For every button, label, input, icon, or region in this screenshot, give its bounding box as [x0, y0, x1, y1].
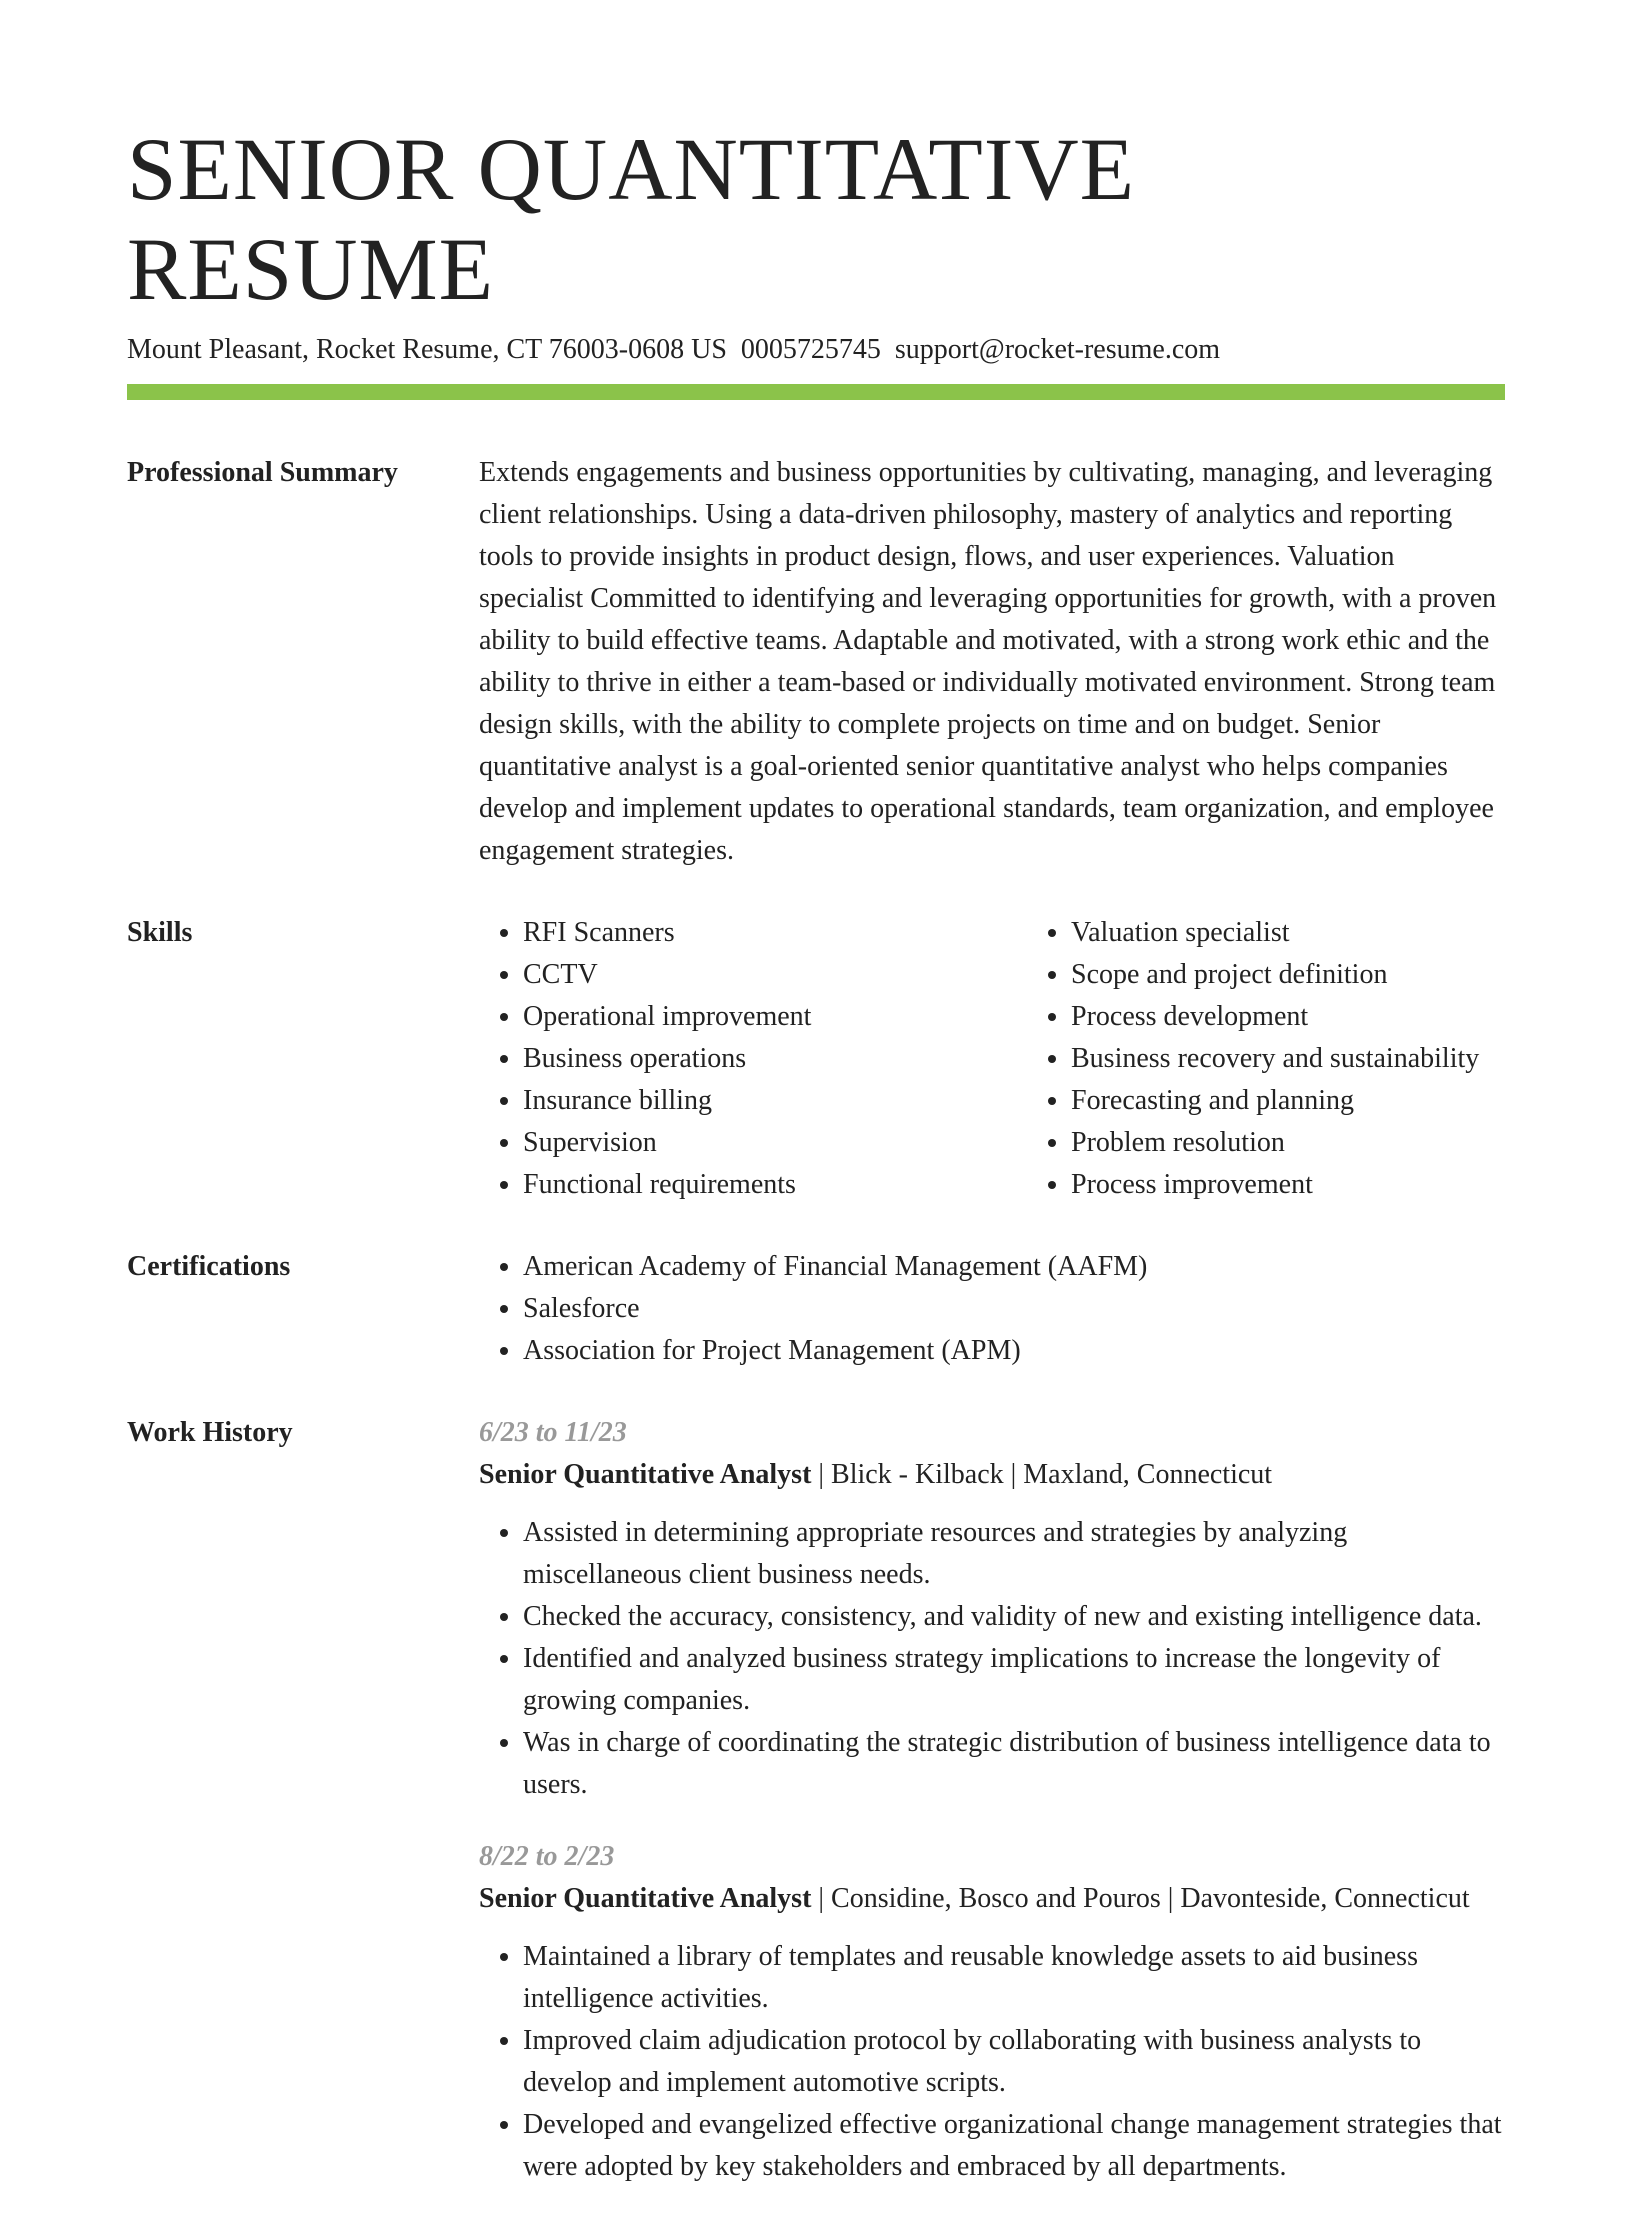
- job-bullet: • Assisted in determining appropriate resources and strategies by analyzing miscellaneous client business needs.: [523, 1512, 1505, 1596]
- skill-item: • Forecasting and planning: [1071, 1080, 1575, 1122]
- contact-email[interactable]: support@rocket-resume.com: [894, 334, 1221, 365]
- certification-item: • American Academy of Financial Management (AAFM): [523, 1246, 1505, 1288]
- summary-heading: Professional Summary: [127, 457, 398, 488]
- skill-item: • Functional requirements: [523, 1164, 1027, 1206]
- certification-item: • Salesforce: [523, 1288, 1505, 1330]
- skill-item: • Problem resolution: [1071, 1122, 1575, 1164]
- skill-item: • Scope and project definition: [1071, 954, 1575, 996]
- skills-list-left: [479, 912, 1027, 1206]
- skills-list-right: [1027, 912, 1575, 1206]
- skill-item: • Operational improvement: [523, 996, 1027, 1038]
- skill-item: • Insurance billing: [523, 1080, 1027, 1122]
- skill-item: • RFI Scanners: [523, 912, 1027, 954]
- job-entry: [479, 1836, 1505, 2188]
- job-entry: [479, 1412, 1505, 1806]
- job-title: Senior Quantitative Analyst: [479, 1459, 812, 1490]
- job-heading: [479, 1878, 1505, 1920]
- contact-line: [127, 332, 1505, 368]
- certification-item: • Association for Project Management (APM): [523, 1330, 1505, 1372]
- work-history-heading: Work History: [127, 1417, 293, 1448]
- job-employer: | Blick - Kilback | Maxland, Connecticut: [811, 1459, 1273, 1490]
- summary-text: Extends engagements and business opportunities by cultivating, managing, and leveraging client relationships. Using a data-driven philosophy, mastery of analytics and reporting tools to provide insights in product design, flows, and user experiences. Valuation specialist Committed to identifying and leveraging opportunities for growth, with a proven ability to build effective teams. Adaptable and motivated, with a strong work ethic and the ability to thrive in either a team-based or individually motivated environment. Strong team design skills, with the ability to complete projects on time and on budget. Senior quantitative analyst is a goal-oriented senior quantitative analyst who helps companies develop and implement updates to operational standards, team organization, and employee engagement strategies.: [479, 457, 1497, 866]
- certifications-list: [479, 1246, 1505, 1372]
- skill-item: • Business operations: [523, 1038, 1027, 1080]
- job-bullet: • Improved claim adjudication protocol by collaborating with business analysts to develop and implement automotive scripts.: [523, 2020, 1505, 2104]
- job-bullet: • Developed and evangelized effective organizational change management strategies that were adopted by key stakeholders and embraced by all departments.: [523, 2104, 1505, 2188]
- skills-section: [127, 912, 1505, 1206]
- job-dates: 6/23 to 11/23: [479, 1417, 627, 1448]
- skill-item: • CCTV: [523, 954, 1027, 996]
- skill-item: • Valuation specialist: [1071, 912, 1575, 954]
- job-bullet: • Identified and analyzed business strategy implications to increase the longevity of growing companies.: [523, 1638, 1505, 1722]
- skills-heading: Skills: [127, 917, 193, 948]
- skill-item: • Process improvement: [1071, 1164, 1575, 1206]
- job-title: Senior Quantitative Analyst: [479, 1883, 812, 1914]
- job-employer: | Considine, Bosco and Pouros | Davonteside, Connecticut: [811, 1883, 1470, 1914]
- skill-item: • Process development: [1071, 996, 1575, 1038]
- job-bullets: [479, 1936, 1505, 2188]
- job-bullet: • Checked the accuracy, consistency, and validity of new and existing intelligence data.: [523, 1596, 1505, 1638]
- certifications-section: [127, 1246, 1505, 1372]
- skill-item: • Supervision: [523, 1122, 1027, 1164]
- job-dates: 8/22 to 2/23: [479, 1841, 615, 1872]
- summary-section: [127, 452, 1505, 872]
- resume-name: SENIOR QUANTITATIVE RESUME: [127, 121, 1136, 319]
- certifications-heading: Certifications: [127, 1251, 291, 1282]
- job-bullet: • Was in charge of coordinating the strategic distribution of business intelligence data to users.: [523, 1722, 1505, 1806]
- contact-phone: 0005725745: [740, 334, 881, 365]
- job-bullet: • Maintained a library of templates and reusable knowledge assets to aid business intelligence activities.: [523, 1936, 1505, 2020]
- job-heading: [479, 1454, 1505, 1496]
- header-divider: [127, 384, 1505, 400]
- contact-address: Mount Pleasant, Rocket Resume, CT 76003-0608 US: [127, 334, 727, 365]
- job-bullets: [479, 1512, 1505, 1806]
- work-history-section: [127, 1412, 1505, 2218]
- skill-item: • Business recovery and sustainability: [1071, 1038, 1575, 1080]
